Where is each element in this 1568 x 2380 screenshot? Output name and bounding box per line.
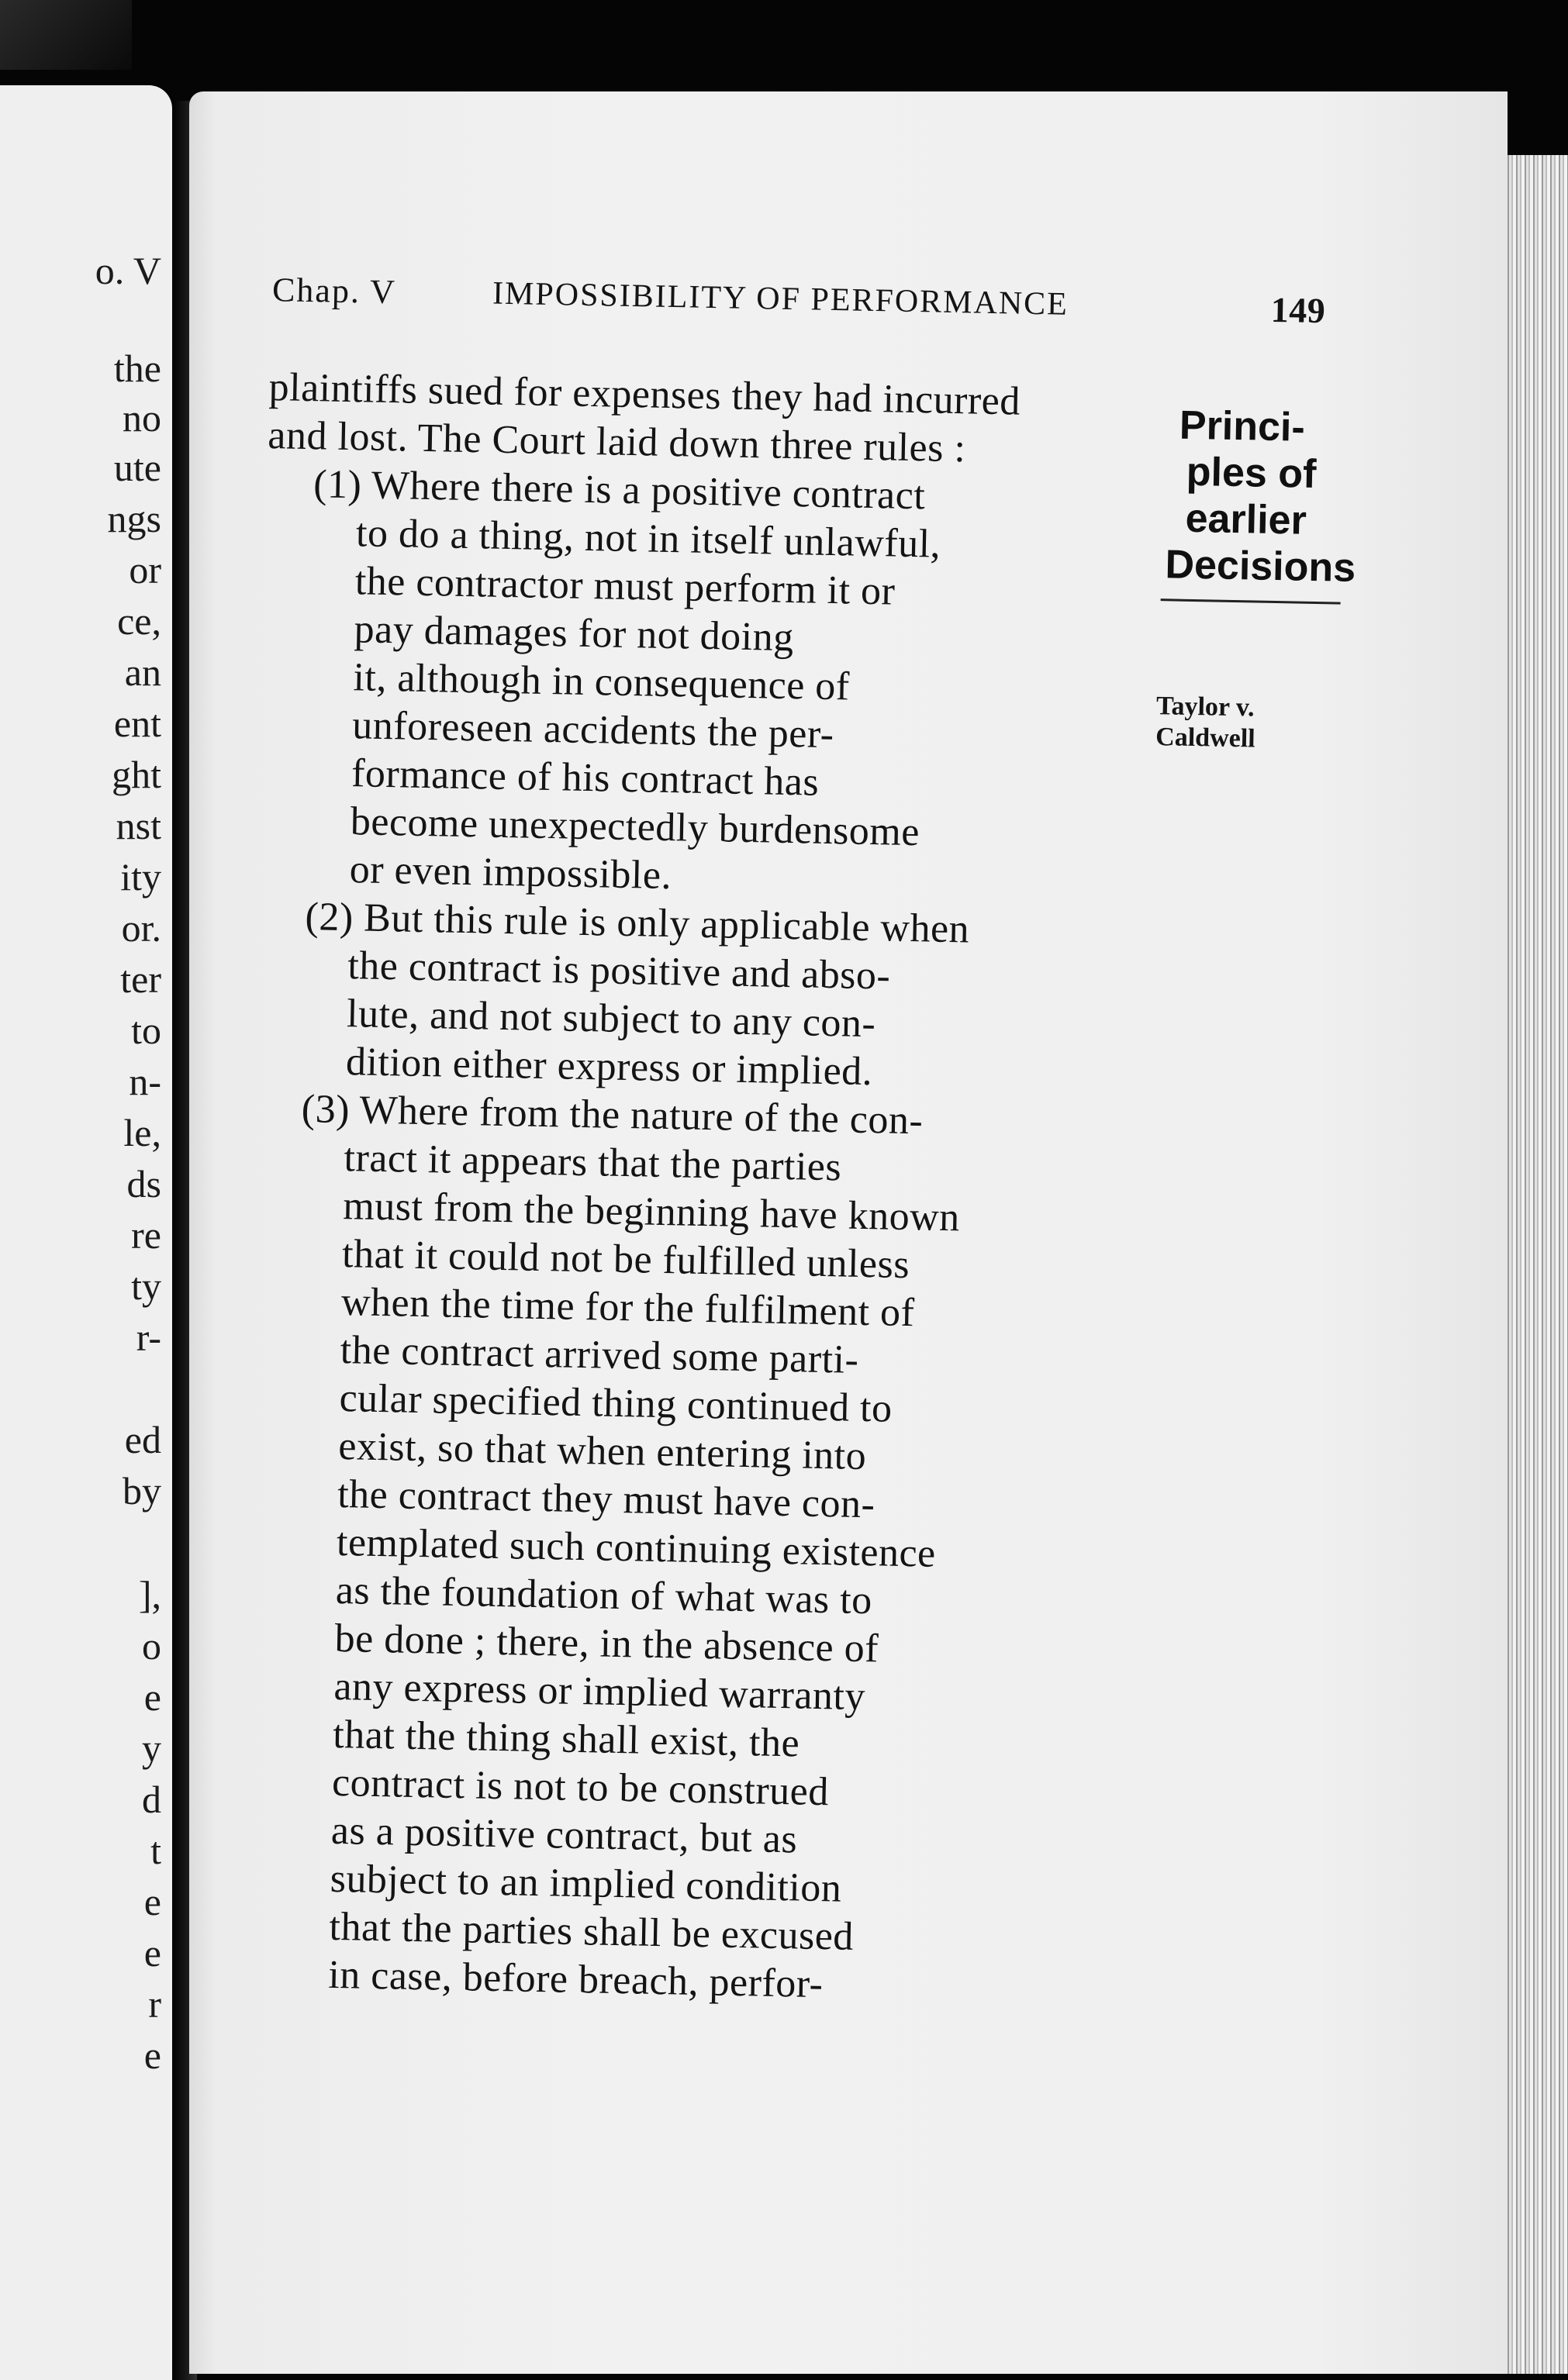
scan-background bbox=[0, 0, 132, 70]
left-page-fragment: ngs bbox=[107, 497, 161, 540]
chapter-label: Chap. V bbox=[271, 271, 397, 312]
right-page bbox=[189, 91, 1508, 2374]
left-page-fragment: r bbox=[148, 1982, 161, 2026]
page-edges bbox=[1508, 155, 1568, 2374]
left-page-fragment: t bbox=[150, 1829, 161, 1872]
body-line: the contract arrived some parti- bbox=[340, 1328, 859, 1382]
left-page-fragment: ter bbox=[120, 957, 161, 1001]
margin-case-name: Caldwell bbox=[1155, 723, 1256, 754]
body-line: lute, and not subject to any con- bbox=[346, 992, 876, 1047]
left-page-fragment: or bbox=[129, 548, 161, 592]
body-line: subject to an implied condition bbox=[330, 1856, 842, 1911]
body-line: that it could not be fulfilled unless bbox=[341, 1232, 910, 1288]
body-line: that the parties shall be excused bbox=[329, 1904, 855, 1959]
body-line: that the thing shall exist, the bbox=[332, 1712, 800, 1766]
body-line: to do a thing, not in itself unlawful, bbox=[355, 511, 941, 567]
body-line: any express or implied warranty bbox=[333, 1664, 866, 1719]
left-page-fragment: e bbox=[143, 1675, 161, 1719]
left-page bbox=[0, 85, 172, 2380]
body-line: (1) Where there is a positive contract bbox=[313, 462, 926, 519]
margin-heading-line: Princi- bbox=[1179, 402, 1306, 450]
body-line: it, although in consequence of bbox=[352, 655, 851, 709]
left-page-fragment: ght bbox=[112, 753, 161, 796]
left-page-fragment: d bbox=[142, 1778, 161, 1821]
body-line: formance of his contract has bbox=[351, 751, 820, 805]
body-line: pay damages for not doing bbox=[354, 607, 795, 661]
body-line: plaintiffs sued for expenses they had incurred bbox=[268, 365, 1021, 424]
body-line: dition either express or implied. bbox=[345, 1040, 873, 1095]
left-page-fragment: n- bbox=[129, 1060, 161, 1103]
margin-case-name: Taylor v. bbox=[1155, 692, 1255, 723]
margin-heading-line: Decisions bbox=[1164, 542, 1356, 591]
body-line: the contract is positive and abso- bbox=[347, 943, 891, 999]
left-page-fragment: an bbox=[124, 650, 161, 694]
margin-rule bbox=[1161, 598, 1341, 604]
left-page-fragment: re bbox=[131, 1213, 161, 1257]
margin-heading-line: ples of bbox=[1186, 449, 1317, 497]
body-line: when the time for the fulfilment of bbox=[340, 1280, 915, 1336]
left-page-fragment: ], bbox=[138, 1573, 161, 1616]
left-page-fragment: le, bbox=[123, 1111, 161, 1154]
left-page-fragment: e bbox=[143, 1931, 161, 1975]
margin-heading-line: earlier bbox=[1185, 495, 1307, 543]
left-page-fragment: ent bbox=[113, 702, 161, 745]
body-line: exist, so that when entering into bbox=[337, 1424, 867, 1479]
page-number: 149 bbox=[1270, 289, 1326, 331]
left-page-fragment: ed bbox=[124, 1418, 161, 1461]
left-page-fragment: ce, bbox=[117, 599, 161, 643]
left-page-fragment: o. V bbox=[95, 249, 161, 292]
body-line: tract it appears that the parties bbox=[344, 1136, 842, 1190]
left-page-fragment: ds bbox=[126, 1162, 161, 1206]
left-page-fragment: e bbox=[143, 1880, 161, 1923]
body-line: (2) But this rule is only applicable when bbox=[305, 895, 970, 952]
left-page-fragment: or. bbox=[121, 906, 161, 950]
left-page-fragment: y bbox=[142, 1726, 161, 1770]
page-text bbox=[189, 91, 1508, 2374]
left-page-fragment: the bbox=[113, 347, 161, 390]
body-line: as a positive contract, but as bbox=[330, 1808, 798, 1862]
body-line: as the foundation of what was to bbox=[335, 1568, 873, 1623]
body-line: unforeseen accidents the per- bbox=[351, 703, 835, 757]
body-line: (3) Where from the nature of the con- bbox=[301, 1087, 924, 1143]
left-page-fragment: e bbox=[143, 2033, 161, 2077]
body-line: must from the beginning have known bbox=[342, 1184, 961, 1240]
left-page-fragment: nst bbox=[116, 804, 161, 847]
left-page-fragment: by bbox=[123, 1469, 161, 1513]
body-line: be done ; there, in the absence of bbox=[334, 1616, 879, 1671]
body-line: and lost. The Court laid down three rules : bbox=[267, 413, 966, 471]
left-page-fragment: ute bbox=[113, 446, 161, 489]
body-line: the contractor must perform it or bbox=[354, 559, 896, 614]
body-line: templated such continuing existence bbox=[336, 1519, 937, 1576]
body-line: in case, before breach, perfor- bbox=[327, 1952, 824, 2007]
left-page-fragment: no bbox=[123, 396, 161, 440]
body-line: the contract they must have con- bbox=[337, 1472, 876, 1527]
running-title: IMPOSSIBILITY OF PERFORMANCE bbox=[492, 275, 1069, 323]
body-line: or even impossible. bbox=[349, 847, 672, 899]
left-page-fragment: to bbox=[131, 1009, 161, 1052]
left-page-fragment: o bbox=[142, 1624, 161, 1668]
body-line: cular specified thing continued to bbox=[339, 1376, 893, 1431]
left-page-fragment: ity bbox=[120, 855, 161, 899]
body-line: become unexpectedly burdensome bbox=[350, 799, 920, 855]
left-page-fragment: ty bbox=[131, 1264, 161, 1308]
left-page-fragment: r- bbox=[136, 1316, 161, 1359]
body-line: contract is not to be construed bbox=[331, 1760, 830, 1815]
